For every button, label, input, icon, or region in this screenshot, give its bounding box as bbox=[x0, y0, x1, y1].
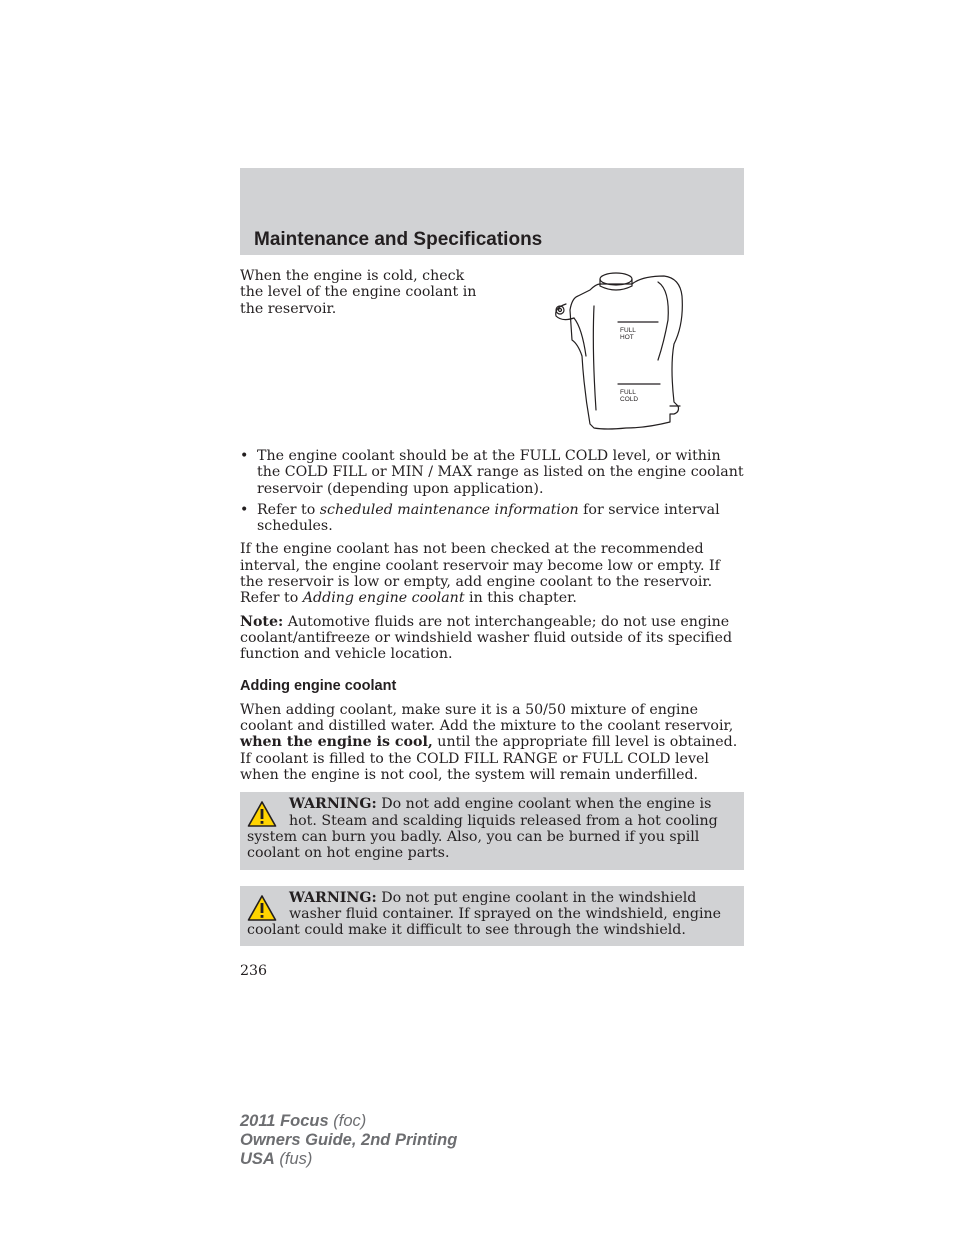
page-content bbox=[240, 268, 744, 980]
footer-line-market bbox=[240, 1150, 457, 1169]
warning-text: Do not put engine coolant in the windshield washer fluid container. If sprayed on the windshield, engine coolant could make it difficult to see through the windshield. bbox=[247, 889, 722, 939]
paragraph-text: in this chapter. bbox=[464, 590, 577, 607]
warning-label: WARNING: bbox=[289, 889, 377, 906]
page-number: 236 bbox=[240, 963, 268, 980]
bullet-text-suffix: for service interval schedules. bbox=[257, 501, 720, 535]
footer-model: 2011 Focus bbox=[240, 1112, 329, 1130]
paragraph-text: If the engine coolant has not been checked at the recommended interval, the engine coolant reservoir may become low or empty. If the reservoir is low or empty, add engine coolant to the reservoir. Refer to bbox=[240, 541, 720, 607]
footer-model-code: (foc) bbox=[328, 1112, 367, 1130]
full-cold-label-1: FULL bbox=[620, 389, 636, 396]
list-item bbox=[240, 448, 744, 497]
note-text: Automotive fluids are not interchangeable; do not use engine coolant/antifreeze or windshield washer fluid outside of its specified function and vehicle location. bbox=[240, 613, 733, 663]
footer-guide-title: Owners Guide, 2nd Printing bbox=[240, 1131, 458, 1149]
bullet-marker: • bbox=[240, 501, 249, 518]
coolant-check-paragraph bbox=[240, 541, 744, 606]
warning-triangle-icon bbox=[247, 894, 277, 922]
warning-text: Do not add engine coolant when the engine is hot. Steam and scalding liquids released from a hot cooling system can burn you badly. Also, you can be burned if you spill coolant on hot engine parts. bbox=[247, 796, 718, 862]
intro-row bbox=[240, 268, 744, 438]
warning-label: WARNING: bbox=[289, 796, 377, 813]
footer-market-code: (fus) bbox=[274, 1150, 313, 1168]
intro-text: When the engine is cold, check the level of the engine coolant in the reservoir. bbox=[240, 268, 477, 317]
scheduled-maintenance-reference: scheduled maintenance information bbox=[319, 501, 579, 518]
warning-box bbox=[240, 886, 744, 947]
note-label: Note: bbox=[240, 613, 284, 630]
document-footer bbox=[240, 1112, 457, 1169]
section-header-band bbox=[240, 168, 744, 255]
full-hot-label-2: HOT bbox=[620, 334, 634, 341]
full-hot-label-1: FULL bbox=[620, 327, 636, 334]
bullet-list bbox=[240, 448, 744, 534]
bullet-marker: • bbox=[240, 448, 249, 464]
warning-triangle-icon bbox=[247, 800, 277, 828]
paragraph-text: When adding coolant, make sure it is a 50/50 mixture of engine coolant and distilled water. Add the mixture to the coolant reservoir, bbox=[240, 701, 734, 735]
full-cold-label-2: COLD bbox=[620, 396, 639, 403]
footer-market: USA bbox=[240, 1150, 275, 1168]
coolant-reservoir-illustration bbox=[546, 270, 686, 432]
note-paragraph bbox=[240, 614, 744, 663]
subheading-adding-coolant: Adding engine coolant bbox=[240, 677, 397, 694]
adding-coolant-paragraph bbox=[240, 702, 744, 783]
section-title: Maintenance and Specifications bbox=[254, 229, 543, 250]
engine-cool-emphasis: when the engine is cool, bbox=[240, 734, 433, 751]
bullet-text-prefix: Refer to bbox=[257, 501, 320, 518]
warning-box bbox=[240, 792, 744, 869]
paragraph-text: until the appropriate fill level is obtained. If coolant is filled to the COLD FILL RANGE or FULL COLD level when the engine is not cool, the system will remain underfilled. bbox=[240, 734, 738, 784]
list-item bbox=[240, 502, 744, 535]
adding-coolant-reference: Adding engine coolant bbox=[302, 590, 465, 607]
footer-line-guide bbox=[240, 1131, 457, 1150]
bullet-text: The engine coolant should be at the FULL COLD level, or within the COLD FILL or MIN / MAX range as listed on the engine coolant reservoir (depending upon application). bbox=[257, 448, 744, 497]
footer-line-model bbox=[240, 1112, 457, 1131]
